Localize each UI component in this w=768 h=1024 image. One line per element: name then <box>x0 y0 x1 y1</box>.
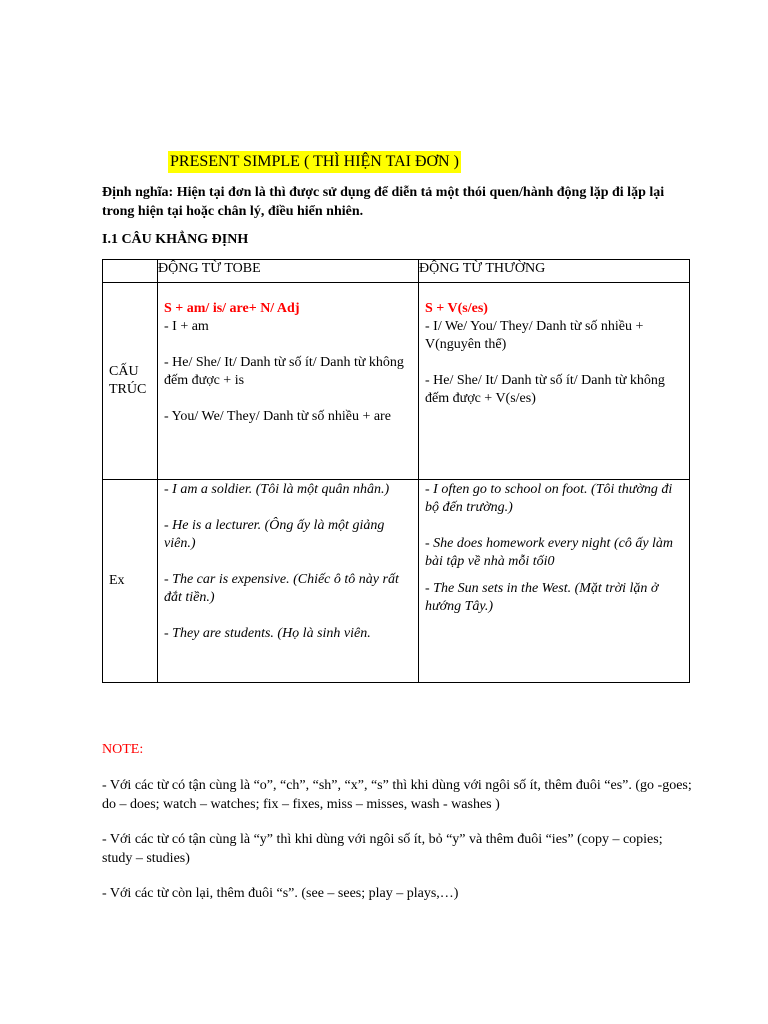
note-item-2: - Với các từ có tận cùng là “y” thì khi dùng với ngôi số ít, bỏ “y” và thêm đuôi “ies” (copy – copies; study – studies) <box>102 832 663 866</box>
regular-example-2: - She does homework every night (cô ấy làm bài tập về nhà mỗi tối0 <box>425 536 674 569</box>
structure-label <box>103 283 158 480</box>
tobe-line-1: - I + am <box>164 319 209 334</box>
tobe-examples-cell <box>158 480 419 683</box>
tobe-example-2: - He is a lecturer. (Ông ấy là một giảng viên.) <box>164 518 385 551</box>
tobe-example-1: - I am a soldier. (Tôi là một quân nhân.) <box>164 482 390 497</box>
grammar-table <box>102 259 690 683</box>
definition-paragraph: Định nghĩa: Hiện tại đơn là thì được sử dụng để diễn tả một thói quen/hành động lặp đi lặp lại trong hiện tại hoặc chân lý, điều hiển nhiên. <box>102 185 665 219</box>
regular-examples-cell <box>419 480 690 683</box>
example-label: Ex <box>103 480 158 683</box>
tobe-line-2: - He/ She/ It/ Danh từ số ít/ Danh từ không đếm được + is <box>164 355 404 388</box>
tobe-structure-cell <box>158 283 419 480</box>
regular-structure-cell <box>419 283 690 480</box>
regular-line-1: - I/ We/ You/ They/ Danh từ số nhiều + V(nguyên thể) <box>425 319 644 352</box>
note-item-1: - Với các từ có tận cùng là “o”, “ch”, “sh”, “x”, “s” thì khi dùng với ngôi số ít, thêm đuôi “es”. (go -goes; do – does; watch – watches; fix – fixes, miss – misses, wash - washes ) <box>102 778 692 812</box>
regular-example-1: - I often go to school on foot. (Tôi thường đi bộ đến trường.) <box>425 482 673 515</box>
tobe-example-3: - The car is expensive. (Chiếc ô tô này rất đắt tiền.) <box>164 572 399 605</box>
section-heading: I.1 CÂU KHẲNG ĐỊNH <box>102 232 249 247</box>
note-label: NOTE: <box>102 742 144 757</box>
regular-example-3: - The Sun sets in the West. (Mặt trời lặn ở hướng Tây.) <box>425 581 659 614</box>
header-tobe: ĐỘNG TỪ TOBE <box>158 260 419 283</box>
table-header-row <box>103 260 690 283</box>
page-title: PRESENT SIMPLE ( THÌ HIỆN TAI ĐƠN ) <box>168 151 461 173</box>
table-row-examples <box>103 480 690 683</box>
note-item-3: - Với các từ còn lại, thêm đuôi “s”. (see – sees; play – plays,…) <box>102 886 459 901</box>
tobe-line-3: - You/ We/ They/ Danh từ số nhiều + are <box>164 409 391 424</box>
header-regular-verb: ĐỘNG TỪ THƯỜNG <box>419 260 690 283</box>
tobe-formula: S + am/ is/ are+ N/ Adj <box>164 301 300 316</box>
structure-label-text: CẤU TRÚC <box>109 364 147 397</box>
table-row-structure <box>103 283 690 480</box>
tobe-example-4: - They are students. (Họ là sinh viên. <box>164 626 371 641</box>
regular-formula: S + V(s/es) <box>425 301 488 316</box>
header-empty-cell <box>103 260 158 283</box>
regular-line-2: - He/ She/ It/ Danh từ số ít/ Danh từ không đếm được + V(s/es) <box>425 373 665 406</box>
